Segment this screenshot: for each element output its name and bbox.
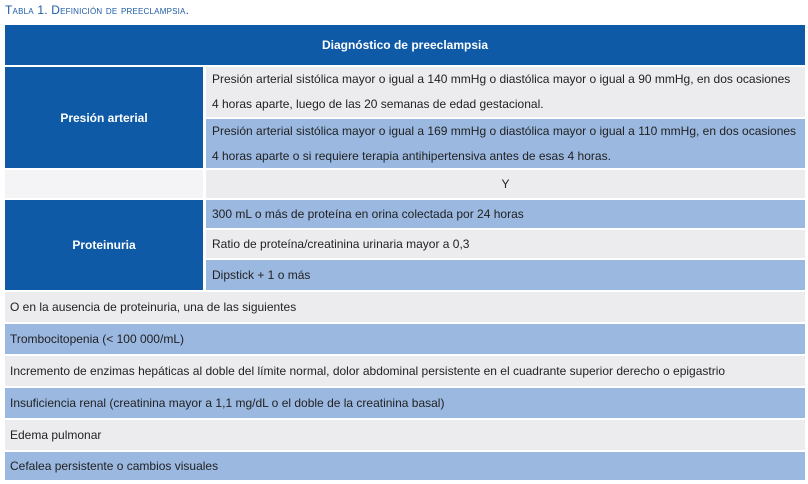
proteinuria-label: Proteinuria bbox=[5, 200, 203, 290]
alternative-cefalea: Cefalea persistente o cambios visuales bbox=[5, 452, 805, 480]
table-header: Diagnóstico de preeclampsia bbox=[5, 25, 805, 65]
proteinuria-criterion-2: Ratio de proteína/creatinina urinaria mayor a 0,3 bbox=[206, 230, 805, 258]
table-caption: Tabla 1. Definición de preeclampsia. bbox=[5, 3, 190, 17]
alternatives-intro: O en la ausencia de proteinuria, una de las siguientes bbox=[5, 292, 805, 322]
proteinuria-criterion-1: 300 mL o más de proteína en orina colectada por 24 horas bbox=[206, 200, 805, 228]
presion-criterion-1: Presión arterial sistólica mayor o igual a 140 mmHg o diastólica mayor o igual a 90 mmHg, en dos ocasiones 4 horas aparte, luego de las 20 semanas de edad gestacional. bbox=[206, 67, 805, 117]
connector-row bbox=[5, 170, 805, 198]
connector-y: Y bbox=[206, 170, 805, 198]
presion-arterial-group bbox=[5, 67, 805, 168]
proteinuria-criterion-3: Dipstick + 1 o más bbox=[206, 260, 805, 290]
presion-arterial-label: Presión arterial bbox=[5, 67, 203, 168]
proteinuria-group bbox=[5, 200, 805, 290]
presion-criterion-2: Presión arterial sistólica mayor o igual a 169 mmHg o diastólica mayor o igual a 110 mmHg, en dos ocasiones 4 horas aparte o si requiere terapia antihipertensiva antes de esas 4 horas. bbox=[206, 119, 805, 168]
alternative-trombocitopenia: Trombocitopenia (< 100 000/mL) bbox=[5, 324, 805, 354]
alternative-edema-pulmonar: Edema pulmonar bbox=[5, 420, 805, 450]
preeclampsia-table bbox=[5, 25, 805, 480]
alternative-insuficiencia-renal: Insuficiencia renal (creatinina mayor a 1,1 mg/dL o el doble de la creatinina basal) bbox=[5, 388, 805, 418]
alternative-enzimas-hepaticas: Incremento de enzimas hepáticas al doble del límite normal, dolor abdominal persistente en el cuadrante superior derecho o epigastrio bbox=[5, 356, 805, 386]
